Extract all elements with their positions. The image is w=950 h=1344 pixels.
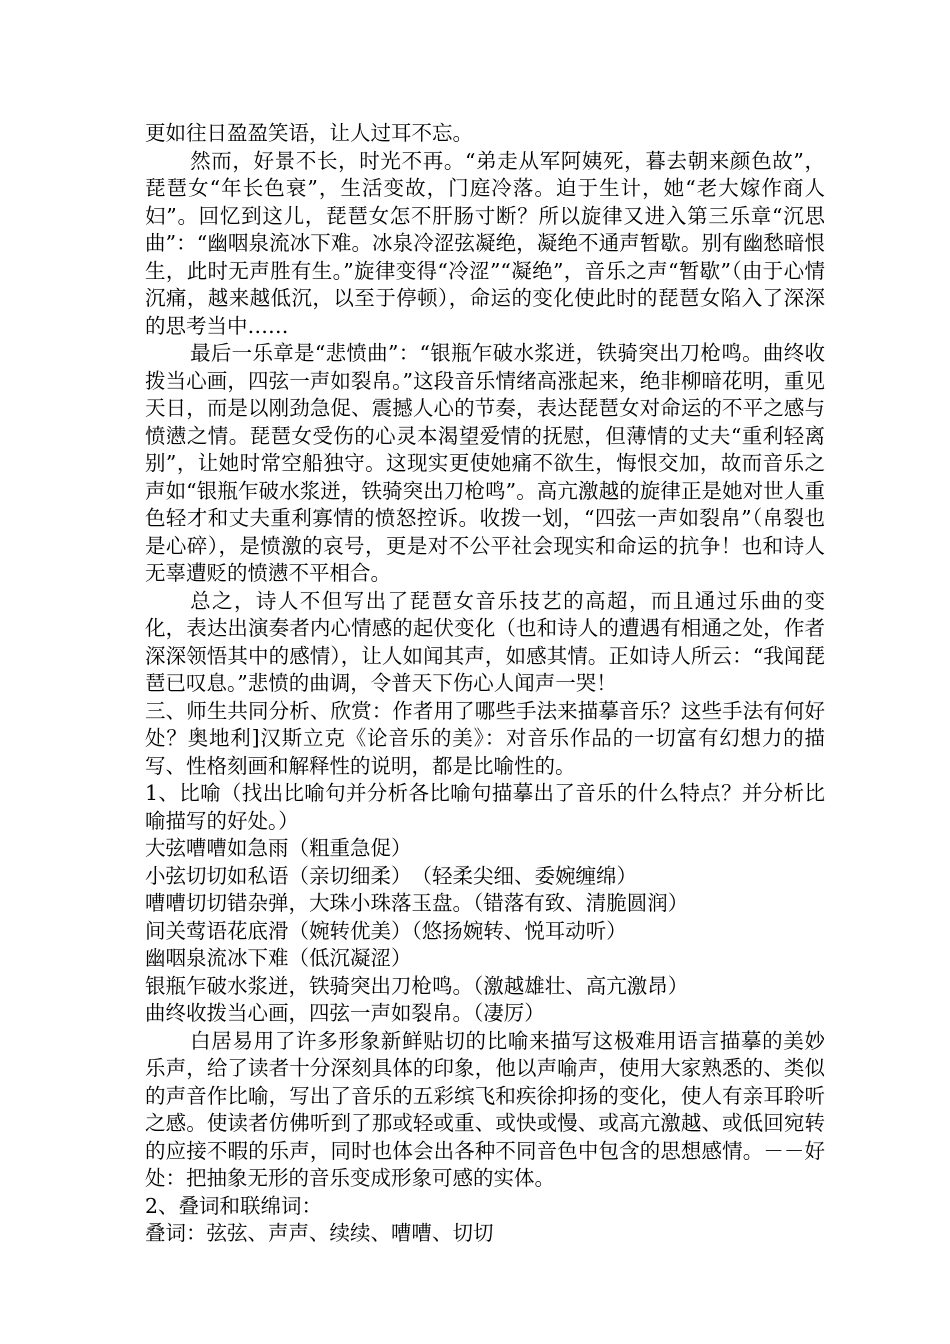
section-three-heading: 三、师生共同分析、欣赏：作者用了哪些手法来描摹音乐？这些手法有何好处？奥地利]汉斯立克《论音乐的美》：对音乐作品的一切富有幻想力的描写、性格刻画和解释性的说明，都是比喻性的。 <box>145 698 825 778</box>
paragraph-continuation: 更如往日盈盈笑语，让人过耳不忘。 <box>145 121 473 145</box>
paragraph-summary: 总之，诗人不但写出了琵琶女音乐技艺的高超，而且通过乐曲的变化，表达出演奏者内心情感的起伏变化（也和诗人的遭遇有相通之处，作者深深领悟其中的感情），让人如闻其声，如感其情。正如诗人所云：“我闻琵琶已叹息。”悲愤的曲调，令普天下伤心人闻声一哭！ <box>145 588 825 695</box>
list-item: 幽咽泉流冰下难（低沉凝涩） <box>145 946 412 970</box>
list-item: 曲终收拨当心画，四弦一声如裂帛。（凄厉） <box>145 1001 545 1025</box>
paragraph-last-movement: 最后一乐章是“悲愤曲”：“银瓶乍破水浆迸，铁骑突出刀枪鸣。曲终收拨当心画，四弦一声如裂帛。”这段音乐情绪高涨起来，绝非柳暗花明，重见天日，而是以刚劲急促、震撼人心的节奏，表达琵琶女对命运的不平之感与愤懑之情。琵琶女受伤的心灵本渴望爱情的抚慰，但薄情的丈夫“重利轻离别”，让她时常空船独守。这现实更使她痛不欲生，悔恨交加，故而音乐之声如“银瓶乍破水浆迸，铁骑突出刀枪鸣”。高亢激越的旋律正是她对世人重色轻才和丈夫重利寡情的愤怒控诉。收拨一划，“四弦一声如裂帛”（帛裂也是心碎），是愤激的哀号，更是对不公平社会现实和命运的抗争！也和诗人无辜遭贬的愤懑不平相合。 <box>145 341 825 585</box>
list-item: 大弦嘈嘈如急雨（粗重急促） <box>145 836 412 860</box>
document-body <box>145 120 825 1248</box>
list-item: 间关莺语花底滑（婉转优美）（悠扬婉转、悦耳动听） <box>145 918 627 943</box>
list-item: 嘈嘈切切错杂弹，大珠小珠落玉盘。（错落有致、清脆圆润） <box>145 891 689 915</box>
paragraph-third-movement: 然而，好景不长，时光不再。“弟走从军阿姨死，暮去朝来颜色故”，琵琶女“年长色衰”，生活变故，门庭冷落。迫于生计，她“老大嫁作商人妇”。回忆到这儿，琵琶女怎不肝肠寸断？所以旋律又进入第三乐章“沉思曲”：“幽咽泉流冰下难。冰泉冷涩弦凝绝，凝绝不通声暂歇。别有幽愁暗恨生，此时无声胜有生。”旋律变得“冷涩”“凝绝”，音乐之声“暂歇”（由于心情沉痛，越来越低沉，以至于停顿），命运的变化使此时的琵琶女陷入了深深的思考当中…… <box>145 148 825 338</box>
list-item: 小弦切切如私语（亲切细柔） （轻柔尖细、委婉缠绵） <box>145 863 637 888</box>
subsection-metaphor-heading: 1、比喻（找出比喻句并分析各比喻句描摹出了音乐的什么特点？并分析比喻描写的好处。） <box>145 781 825 833</box>
subsection-reduplication-heading: 2、叠词和联绵词： <box>145 1193 323 1218</box>
reduplication-list: 叠词：弦弦、声声、续续、嘈嘈、切切 <box>145 1221 494 1245</box>
list-item: 银瓶乍破水浆迸，铁骑突出刀枪鸣。（激越雄壮、高亢激昂） <box>145 973 689 998</box>
paragraph-metaphor-analysis: 白居易用了许多形象新鲜贴切的比喻来描写这极难用语言描摹的美妙乐声，给了读者十分深刻具体的印象，他以声喻声，使用大家熟悉的、类似的声音作比喻，写出了音乐的五彩缤飞和疾徐抑扬的变化，使人有亲耳聆听之感。使读者仿佛听到了那或轻或重、或快或慢、或高亢激越、或低回宛转的应接不暇的乐声，同时也体会出各种不同音色中包含的思想感情。－－好处：把抽象无形的音乐变成形象可感的实体。 <box>145 1028 825 1190</box>
